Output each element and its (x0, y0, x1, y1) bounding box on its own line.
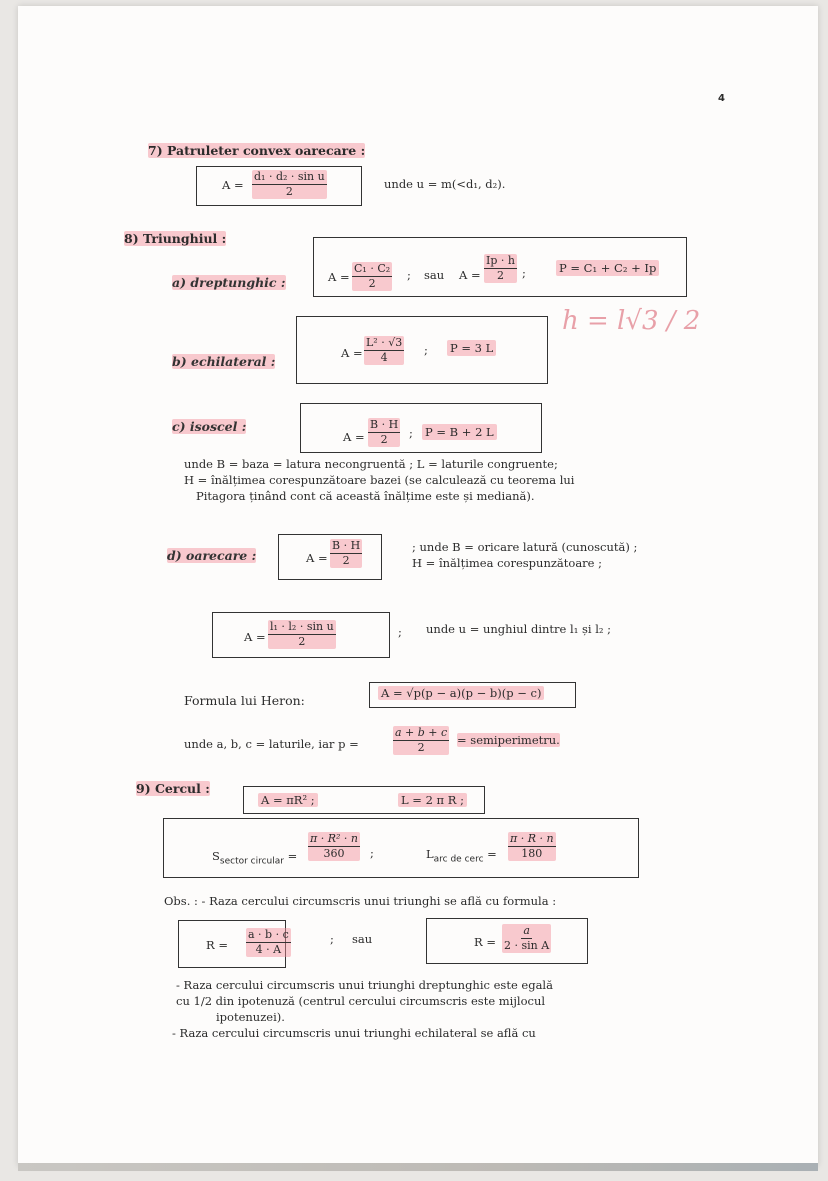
or-word: sau (352, 932, 373, 946)
formula-lhs: A = (222, 178, 244, 192)
quadrilateral-note: unde u = m(<d₁, d₂). (384, 177, 506, 191)
isosceles-perimeter: P = B + 2 L (422, 424, 497, 440)
right-triangle-label: a) dreptunghic : (172, 275, 286, 290)
separator: ; (522, 266, 526, 280)
handwritten-height-formula: h = l√3 / 2 (562, 306, 701, 336)
quadrilateral-area-fraction: $\frac{\text{d₁ · d₂ · sin u}}{2}$ (254, 170, 325, 198)
section-9-title: 9) Cercul : (136, 781, 210, 796)
circumradius-fraction-1: $\frac{a \cdot b \cdot c}{4 \cdot A}$ (248, 928, 289, 956)
formula-lhs: R = (206, 938, 228, 952)
page-number: 4 (718, 93, 725, 104)
isosceles-box (300, 403, 542, 453)
equilateral-label: b) echilateral : (172, 354, 276, 369)
heron-formula: A = √p(p − a)(p − b)(p − c) (378, 686, 544, 700)
or-word: sau (424, 268, 445, 282)
semiperimeter-label: = semiperimetru. (457, 733, 560, 747)
scalene-note-1: ; unde B = oricare latură (cunoscută) ; (412, 540, 638, 554)
formula-lhs: A = (459, 268, 481, 282)
formula-lhs: A = (341, 346, 363, 360)
sine-area-fraction: $\frac{\text{l₁ · l₂ · sin u}}{2}$ (270, 620, 334, 648)
formula-lhs: A = (306, 551, 328, 565)
scalene-label: d) oarecare : (167, 548, 257, 563)
heron-note: unde a, b, c = laturile, iar p = (184, 737, 359, 751)
isosceles-area-fraction: $\frac{B \cdot H}{2}$ (370, 418, 399, 446)
equilateral-box (296, 316, 548, 384)
isosceles-note-1: unde B = baza = latura necongruentă ; L = laturile congruente; (184, 457, 558, 471)
sector-arc-box (163, 818, 639, 878)
scalene-note-2: H = înălțimea corespunzătoare ; (412, 556, 603, 570)
scalene-area-fraction: $\frac{B \cdot H}{2}$ (332, 539, 361, 567)
observation-text: Obs. : - Raza cercului circumscris unui triunghi se află cu formula : (164, 894, 557, 908)
isosceles-note-2: H = înălțimea corespunzătoare bazei (se calculează cu teorema lui (184, 473, 575, 487)
circumradius-note-1: - Raza cercului circumscris unui triunghi dreptunghic este egală (176, 978, 553, 992)
right-triangle-area-hyp: $\frac{Ip \cdot h}{2}$ (486, 254, 515, 282)
circumradius-note-2: cu 1/2 din ipotenuză (centrul cercului circumscris este mijlocul (176, 994, 546, 1008)
heron-label: Formula lui Heron: (184, 693, 305, 708)
right-triangle-perimeter: P = C₁ + C₂ + Ip (556, 260, 659, 276)
sine-area-note: unde u = unghiul dintre l₁ și l₂ ; (426, 622, 612, 636)
equilateral-area-fraction: $\frac{\text{L² · √3}}{4}$ (366, 336, 403, 364)
isosceles-label: c) isoscel : (172, 419, 247, 434)
section-8-title: 8) Triunghiul : (124, 231, 227, 246)
circumradius-note-3: ipotenuzei). (216, 1010, 285, 1024)
formula-lhs: A = (328, 270, 350, 284)
isosceles-note-3: Pitagora ținând cont că această înălțime este și mediană). (196, 489, 535, 503)
sector-area-fraction: $\frac{\text{π · R² · n}}{360}$ (310, 832, 358, 860)
right-triangle-area-legs: $\frac{\text{C₁ · C₂}}{2}$ (354, 262, 391, 290)
semiperimeter-fraction: $\frac{a + b + c}{2}$ (395, 726, 448, 754)
separator: ; (407, 268, 411, 282)
circle-length: L = 2 π R ; (398, 793, 467, 807)
formula-lhs: A = (244, 630, 266, 644)
separator: ; (409, 426, 413, 440)
sector-label: $S_{sector circular}$ = (212, 849, 298, 867)
separator: ; (398, 625, 402, 639)
circle-area: A = πR² ; (258, 793, 318, 807)
arc-label: $L_{arc de cerc}$ = (426, 847, 497, 865)
section-7-title: 7) Patruleter convex oarecare : (148, 143, 366, 158)
separator: ; (370, 846, 374, 860)
circumradius-note-4: - Raza cercului circumscris unui triunghi echilateral se află cu (172, 1026, 536, 1040)
page-edge-strip (18, 1163, 818, 1171)
formula-lhs: R = (474, 935, 496, 949)
formula-lhs: A = (343, 430, 365, 444)
arc-length-fraction: $\frac{\pi \cdot R \cdot n}{180}$ (510, 832, 554, 860)
separator: ; (424, 343, 428, 357)
separator: ; (330, 932, 334, 946)
circumradius-fraction-2: $\frac{a}{\text{2 · sin A}}$ (504, 924, 550, 952)
equilateral-perimeter: P = 3 L (447, 340, 496, 356)
